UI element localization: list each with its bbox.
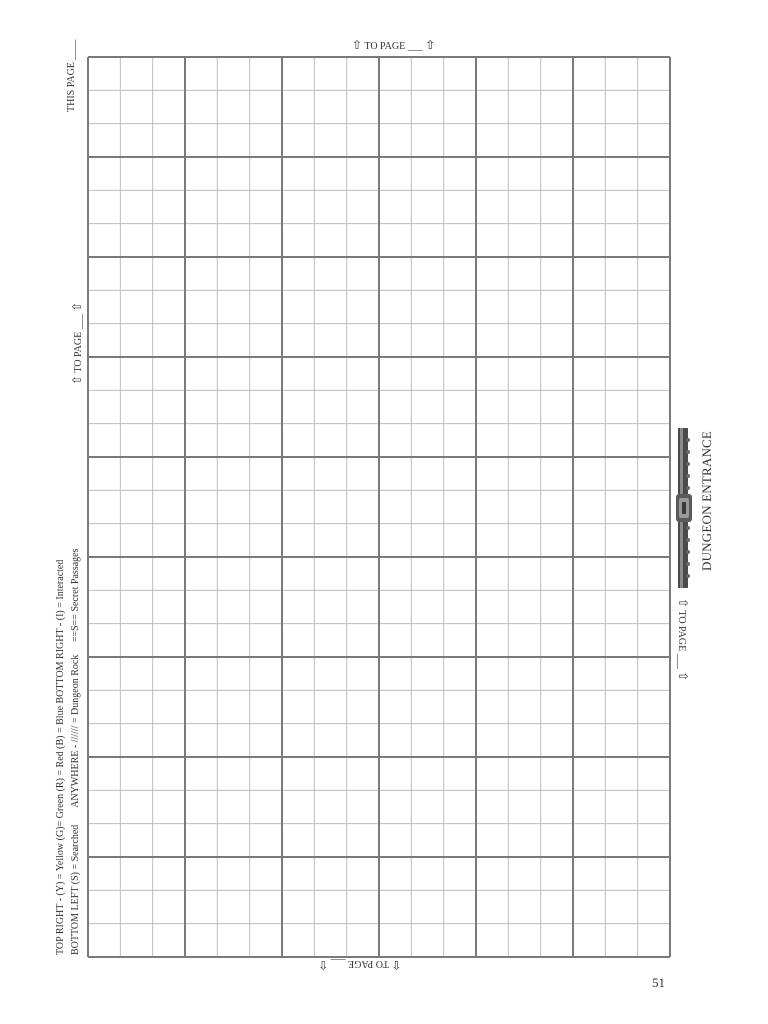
up-arrow-icon: ⇧ [391, 958, 402, 972]
up-arrow-icon: ⇧ [70, 374, 84, 385]
to-page-left: ⇧ TO PAGE ___ ⇧ [70, 301, 84, 385]
up-arrow-icon: ⇧ [352, 38, 363, 52]
up-arrow-icon: ⇧ [318, 958, 329, 972]
legend-line-2: BOTTOM LEFT (S) = Searched ANYWHERE - ////// = Dungeon Rock ==S== Secret Passages [70, 548, 81, 955]
this-page-label: THIS PAGE ____ [66, 39, 77, 112]
up-arrow-icon: ⇧ [425, 38, 436, 52]
to-page-top: ⇧ TO PAGE ___ ⇧ [352, 38, 436, 52]
dungeon-entrance-label: DUNGEON ENTRANCE [699, 430, 714, 571]
up-arrow-icon: ⇧ [676, 598, 690, 609]
page-number: 51 [652, 975, 665, 990]
to-page-right: ⇧ TO PAGE ___ ⇧ [676, 598, 690, 682]
up-arrow-icon: ⇧ [70, 301, 84, 312]
legend-line-1: TOP RIGHT - (Y) = Yellow (G)= Green (R) = Red (B) = Blue BOTTOM RIGHT - (I) = Interacted [55, 559, 66, 955]
to-page-bottom: ⇧ TO PAGE ___ ⇧ [318, 958, 402, 972]
up-arrow-icon: ⇧ [676, 671, 690, 682]
